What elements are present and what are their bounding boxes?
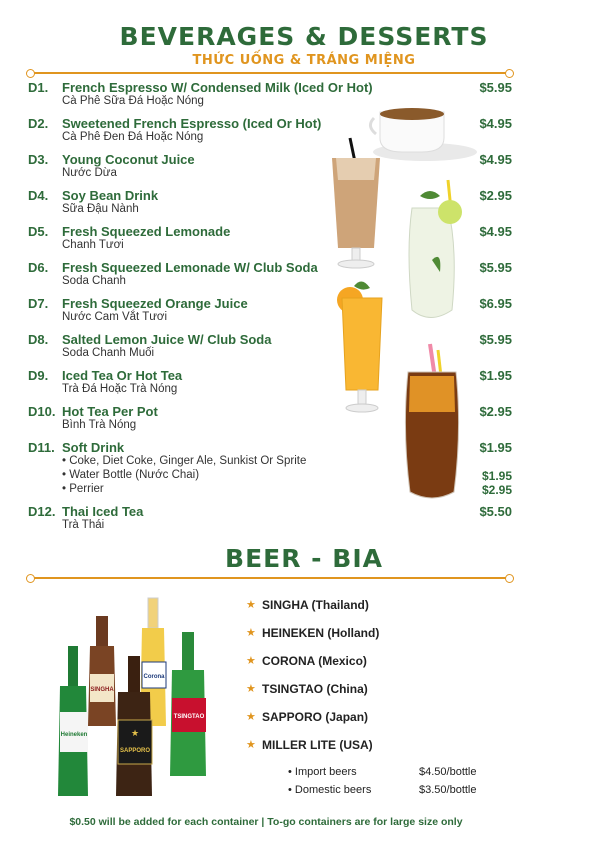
- star-icon: ★: [246, 599, 256, 611]
- svg-text:Corona: Corona: [143, 674, 165, 680]
- page-subtitle: THỨC UỐNG & TRÁNG MIỆNG: [192, 53, 416, 68]
- iced-tea-icon: [405, 344, 458, 498]
- menu-item-name: French Espresso W/ Condensed Milk (Iced Or Hot): [62, 80, 373, 95]
- menu-item-name: Hot Tea Per Pot: [62, 404, 158, 419]
- star-icon: ★: [246, 627, 256, 639]
- menu-item-name: Salted Lemon Juice W/ Club Soda: [62, 332, 272, 347]
- star-icon: ★: [246, 711, 256, 723]
- iced-coffee-icon: [332, 138, 380, 268]
- svg-text:TSINGTAO: TSINGTAO: [173, 714, 205, 720]
- menu-item-price: $6.95: [479, 296, 512, 311]
- svg-text:Heineken: Heineken: [60, 732, 88, 738]
- menu-item-soft-drink: D11. Soft Drink $1.95 • Coke, Diet Coke, Ginger Ale, Sunkist Or Sprite • Water Bottle (Nước Chai) $1.95 • Perrier $2.95: [28, 440, 512, 497]
- heineken-bottle-icon: [58, 646, 88, 796]
- menu-item-name: Fresh Squeezed Lemonade W/ Club Soda: [62, 260, 318, 275]
- orange-juice-icon: [337, 281, 382, 412]
- menu-item-code: D10.: [28, 404, 56, 419]
- lemonade-icon: [409, 180, 462, 318]
- menu-item-price: $4.95: [479, 152, 512, 167]
- menu-item-price: $4.95: [479, 224, 512, 239]
- menu-item-viet: Soda Chanh Muối: [62, 347, 155, 359]
- menu-item-viet: Bình Trà Nóng: [62, 419, 137, 431]
- beer-name: CORONA (Mexico): [262, 654, 367, 668]
- footer-note: $0.50 will be added for each container | To-go containers are for large size only: [69, 816, 463, 828]
- menu-item-price: $5.95: [479, 80, 512, 95]
- beer-item: [246, 598, 506, 626]
- menu-item-viet: Sữa Đậu Nành: [62, 203, 139, 215]
- menu-item-price: $2.95: [479, 188, 512, 203]
- menu-item-name: Fresh Squeezed Lemonade: [62, 224, 231, 239]
- soft-drink-option-price: $1.95: [481, 469, 512, 483]
- tsingtao-bottle-icon: [170, 632, 206, 776]
- menu-item-name: Young Coconut Juice: [62, 152, 195, 167]
- menu-item-price: $2.95: [479, 404, 512, 419]
- beer-name: MILLER LITE (USA): [262, 738, 373, 752]
- menu-item-price: $5.95: [479, 260, 512, 275]
- beer-bottles-illustration: [52, 596, 212, 798]
- beer-name: HEINEKEN (Holland): [262, 626, 380, 640]
- top-divider: [30, 72, 510, 74]
- menu-item-viet: Trà Đá Hoặc Trà Nóng: [62, 383, 178, 395]
- beer-item: [246, 710, 506, 738]
- beer-name: TSINGTAO (China): [262, 682, 368, 696]
- singha-bottle-icon: [88, 616, 116, 726]
- soft-drink-option-price: $2.95: [481, 483, 512, 497]
- menu-item-code: D1.: [28, 80, 49, 95]
- beer-item: [246, 654, 506, 682]
- menu-item-thai-tea: D12. Thai Iced Tea Trà Thái $5.50: [28, 504, 512, 531]
- menu-item-price: $4.95: [479, 116, 512, 131]
- coffee-cup-icon: [370, 108, 477, 161]
- svg-text:SAPPORO: SAPPORO: [119, 748, 151, 754]
- star-icon: ★: [246, 655, 256, 667]
- beer-price-row: • Import beers $4.50/bottle: [288, 766, 477, 778]
- star-icon: ★: [246, 739, 256, 751]
- menu-item-viet: Cà Phê Đen Đá Hoặc Nóng: [62, 131, 204, 143]
- menu-item-code: D5.: [28, 224, 49, 239]
- menu-item-code: D8.: [28, 332, 49, 347]
- menu-item-viet: Nước Dừa: [62, 167, 117, 179]
- beer-item: [246, 626, 506, 654]
- beer-name: SINGHA (Thailand): [262, 598, 369, 612]
- menu-item-name: Soy Bean Drink: [62, 188, 159, 203]
- beer-item: [246, 682, 506, 710]
- svg-text:SINGHA: SINGHA: [90, 687, 114, 693]
- soft-drink-option: • Perrier: [62, 483, 104, 495]
- menu-item-name: Fresh Squeezed Orange Juice: [62, 296, 248, 311]
- soft-drink-option: • Coke, Diet Coke, Ginger Ale, Sunkist Or Sprite: [62, 455, 307, 467]
- beer-list: [246, 598, 506, 802]
- page-title: BEVERAGES & DESSERTS: [119, 22, 489, 51]
- beer-item: [246, 738, 506, 766]
- beer-divider: [30, 577, 510, 579]
- menu-item-name: Iced Tea Or Hot Tea: [62, 368, 183, 383]
- beer-price-row: • Domestic beers $3.50/bottle: [288, 784, 477, 796]
- menu-item-code: D3.: [28, 152, 49, 167]
- soft-drink-option: • Water Bottle (Nước Chai): [62, 469, 200, 481]
- menu-item-code: D2.: [28, 116, 49, 131]
- menu-item-price: $1.95: [479, 368, 512, 383]
- menu-item-price: $5.95: [479, 332, 512, 347]
- star-icon: ★: [130, 728, 140, 738]
- drinks-illustration: [330, 100, 480, 510]
- menu-item-viet: Soda Chanh: [62, 275, 126, 287]
- menu-item-viet: Chanh Tươi: [62, 239, 124, 251]
- menu-item-code: D7.: [28, 296, 49, 311]
- menu-item-viet: Nước Cam Vắt Tươi: [62, 311, 168, 323]
- menu-item-code: D4.: [28, 188, 49, 203]
- beer-title: BEER - BIA: [225, 544, 383, 573]
- star-icon: ★: [246, 683, 256, 695]
- menu-item-code: D9.: [28, 368, 49, 383]
- menu-item-viet: Cà Phê Sữa Đá Hoặc Nóng: [62, 95, 204, 107]
- beer-name: SAPPORO (Japan): [262, 710, 369, 724]
- menu-item-name: Sweetened French Espresso (Iced Or Hot): [62, 116, 322, 131]
- menu-item-code: D6.: [28, 260, 49, 275]
